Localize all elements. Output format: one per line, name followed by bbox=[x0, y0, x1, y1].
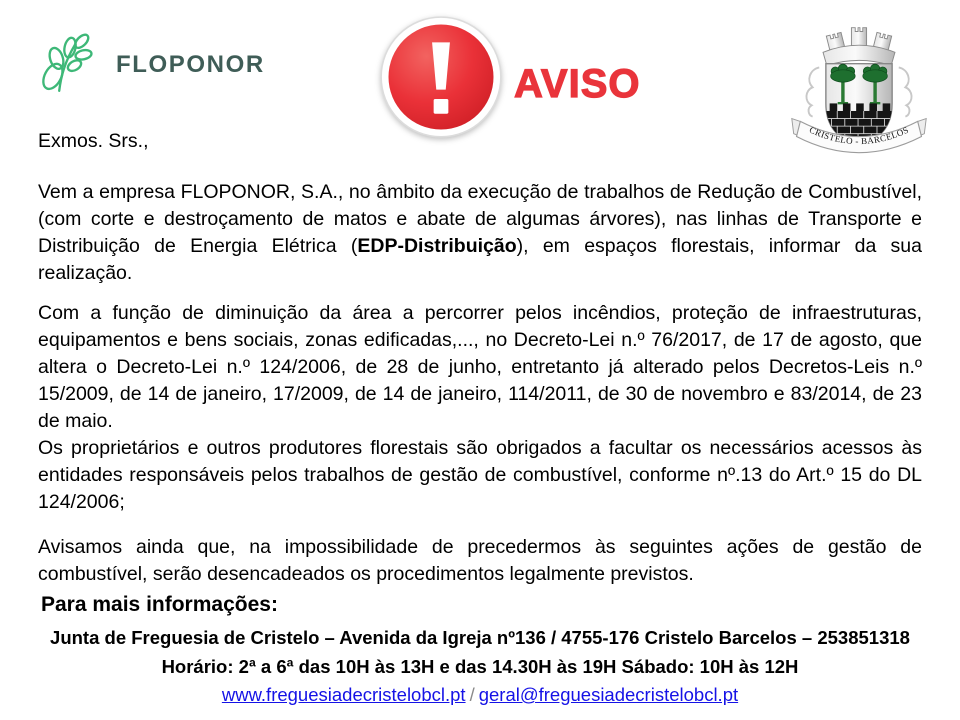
paragraph-proprietarios: Os proprietários e outros produtores florestais são obrigados a facultar os necessários acessos às entidades responsáveis pelos trabalhos de gestão de combustível, conforme nº.13 do Art.º 15 do DL 124/2006; bbox=[38, 437, 922, 513]
paragraph-realizacao bbox=[38, 179, 922, 287]
crest-banner-text: CRISTELO - BARCELOS bbox=[807, 124, 911, 147]
notice-body bbox=[38, 128, 922, 708]
footer bbox=[38, 623, 922, 708]
edp-distribuicao-bold: EDP-Distribuição bbox=[357, 235, 517, 257]
leaf-sprig-icon bbox=[34, 26, 106, 103]
footer-address-line: Junta de Freguesia de Cristelo – Avenida da Igreja nº136 / 4755-176 Cristelo Barcelos – 253851318 bbox=[50, 627, 910, 648]
exclamation-circle-icon bbox=[378, 14, 504, 140]
info-heading: Para mais informações: bbox=[41, 593, 278, 616]
floponor-brand-text: FLOPONOR bbox=[116, 50, 265, 78]
paragraph-avisamos: Avisamos ainda que, na impossibilidade de precedermos às seguintes ações de gestão de combustível, serão desencadeados os procedimentos legalmente previstos. bbox=[38, 536, 922, 585]
aviso-title: AVISO bbox=[514, 62, 641, 106]
link-separator: / bbox=[469, 684, 475, 705]
paragraph-decretos: Com a função de diminuição da área a percorrer pelos incêndios, proteção de infraestruturas, equipamentos e bens sociais, zonas edificadas,..., no Decreto-Lei n.º 76/2017, de 17 de agosto, que altera o Decreto-Lei n.º 124/2006, de 28 de junho, entretanto já alterado pelos Decretos-Leis n.º 15/2009, de 14 de janeiro, 17/2009, de 14 de janeiro, 114/2011, de 30 de novembro e 83/2014, de 23 de maio. bbox=[38, 302, 922, 432]
floponor-logo bbox=[34, 26, 265, 103]
paragraph1-text: Vem a empresa FLOPONOR, S.A., no âmbito da execução de trabalhos de Redução de Combustível, (com corte e destroçamento de matos e abate de algumas árvores), nas linhas de Transporte e Distribuição de Energia Elétrica ( bbox=[38, 181, 922, 257]
website-link[interactable]: www.freguesiadecristelobcl.pt bbox=[221, 684, 466, 705]
footer-hours-line: Horário: 2ª a 6ª das 10H às 13H e das 14.30H às 19H Sábado: 10H às 12H bbox=[161, 656, 799, 677]
footer-links-line bbox=[38, 681, 922, 708]
salutation: Exmos. Srs., bbox=[38, 130, 149, 152]
email-link[interactable]: geral@freguesiadecristelobcl.pt bbox=[478, 684, 739, 705]
paragraph1-tail: ), em espaços florestais, informar da sua realização. bbox=[38, 235, 922, 284]
